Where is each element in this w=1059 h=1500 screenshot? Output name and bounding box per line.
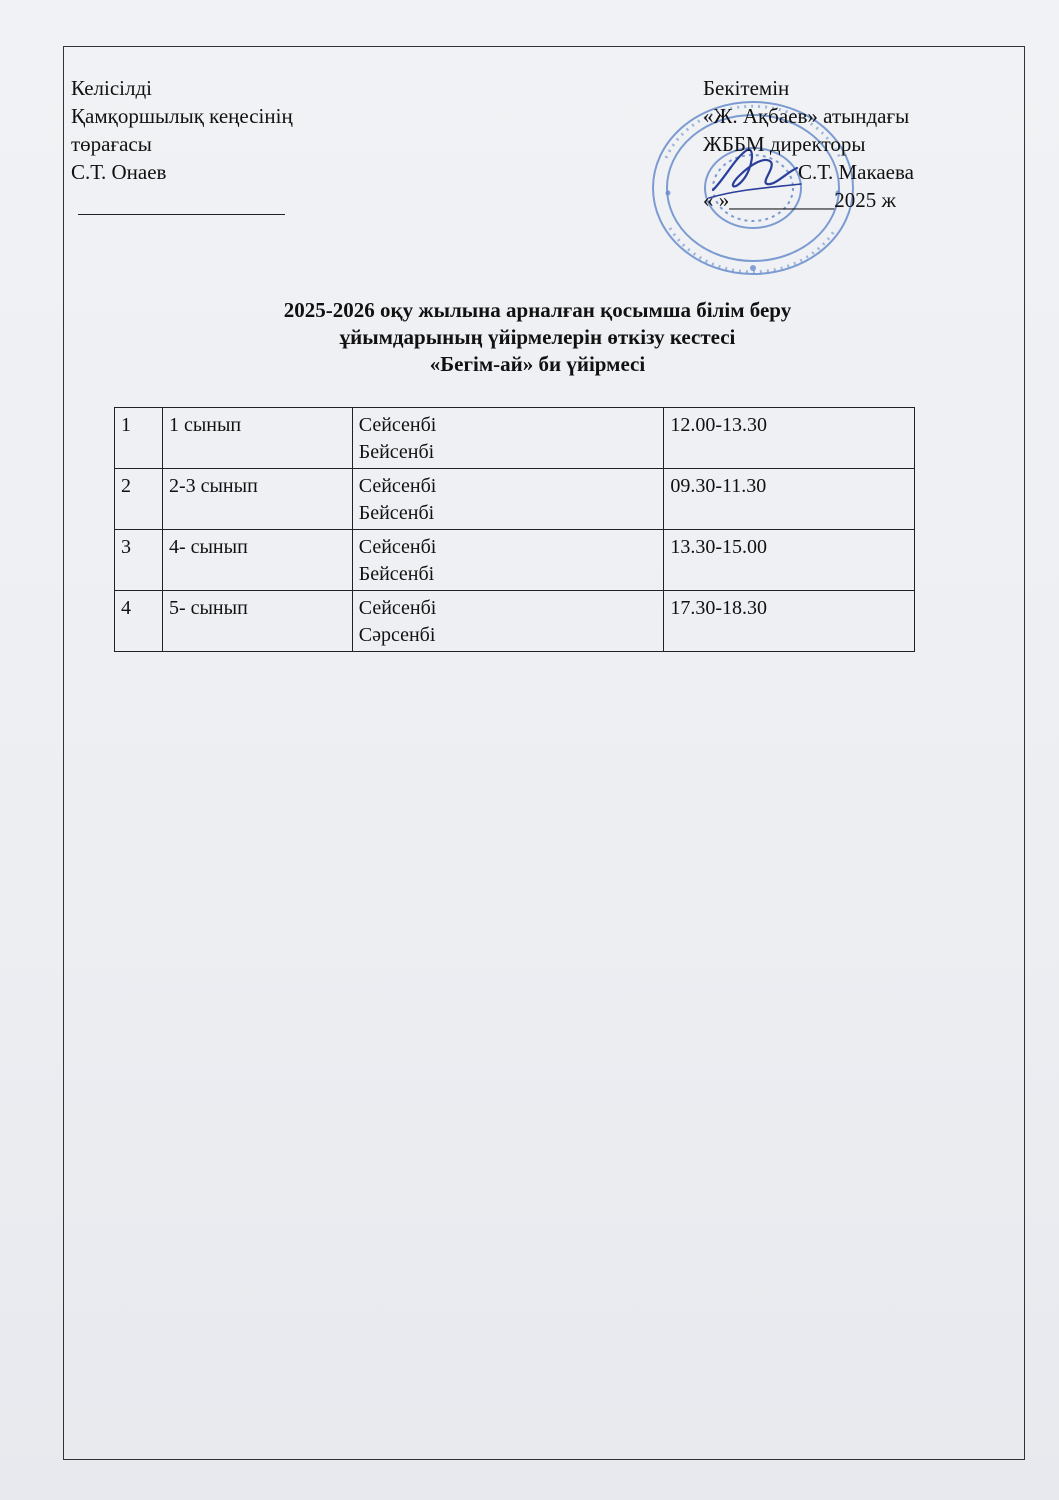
council-label: Қамқоршылық кеңесінің <box>71 104 293 128</box>
row-number: 2 <box>115 469 163 530</box>
approval-approved-block <box>703 74 914 214</box>
class-cell: 4- сынып <box>162 530 352 591</box>
table-row <box>115 591 915 652</box>
page-border <box>63 46 1025 1460</box>
chairman-name: С.Т. Онаев <box>71 160 167 184</box>
chairman-label: төрағасы <box>71 132 152 156</box>
day-2: Бейсенбі <box>358 563 435 585</box>
day-1: Сейсенбі <box>358 536 437 558</box>
table-row <box>115 408 915 469</box>
day-2: Бейсенбі <box>358 441 435 463</box>
director-label: ЖББМ директоры <box>703 132 866 156</box>
agreed-label: Келісілді <box>71 76 152 100</box>
day-1: Сейсенбі <box>358 475 437 497</box>
school-name: «Ж. Ақбаев» атындағы <box>703 104 910 128</box>
day-1: Сейсенбі <box>358 597 437 619</box>
class-cell: 2-3 сынып <box>162 469 352 530</box>
time-cell: 13.30-15.00 <box>664 530 915 591</box>
days-cell <box>352 591 664 652</box>
approval-agreed-block <box>71 74 293 186</box>
table-row <box>115 469 915 530</box>
days-cell <box>352 530 664 591</box>
approval-date: « »__________2025 ж <box>703 188 897 212</box>
row-number: 1 <box>115 408 163 469</box>
class-cell: 1 сынып <box>162 408 352 469</box>
class-cell: 5- сынып <box>162 591 352 652</box>
document-title-line-1: 2025-2026 оқу жылына арналған қосымша білім беру <box>283 298 792 322</box>
day-1: Сейсенбі <box>358 414 437 436</box>
signature-line-left <box>78 214 285 215</box>
days-cell <box>352 408 664 469</box>
time-cell: 12.00-13.30 <box>664 408 915 469</box>
document-title-line-2: ұйымдарының үйірмелерін өткізу кестесі <box>339 325 736 349</box>
row-number: 4 <box>115 591 163 652</box>
row-number: 3 <box>115 530 163 591</box>
days-cell <box>352 469 664 530</box>
day-2: Бейсенбі <box>358 502 435 524</box>
time-cell: 09.30-11.30 <box>664 469 915 530</box>
table-row <box>115 530 915 591</box>
schedule-table <box>114 407 915 652</box>
time-cell: 17.30-18.30 <box>664 591 915 652</box>
day-2: Сәрсенбі <box>358 624 436 646</box>
document-title-line-3: «Бегім-ай» би үйірмесі <box>429 352 646 376</box>
approved-label: Бекітемін <box>703 76 790 100</box>
director-name: С.Т. Макаева <box>798 160 914 184</box>
